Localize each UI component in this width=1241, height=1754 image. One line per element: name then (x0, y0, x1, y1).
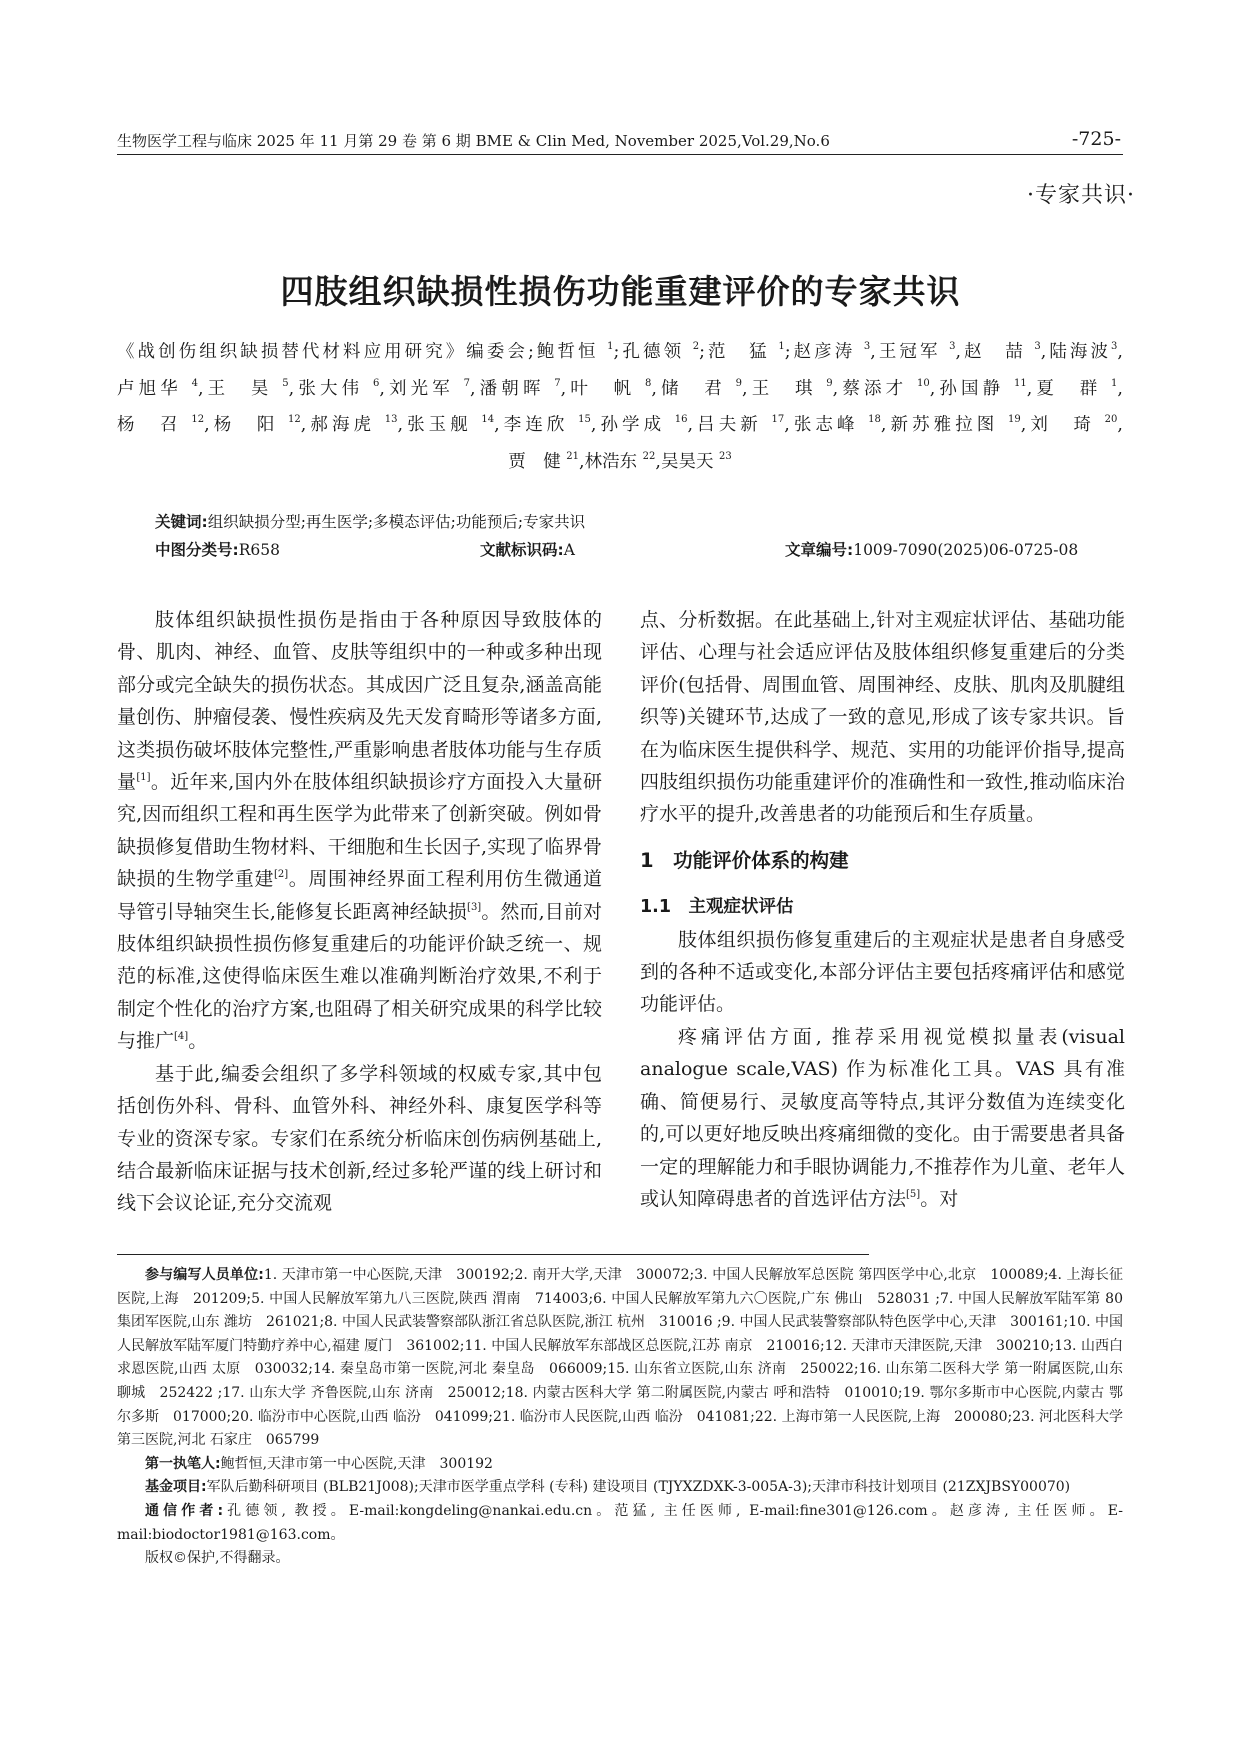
affiliations-text: 1. 天津市第一中心医院,天津 300192;2. 南开大学,天津 300072;3. 中国人民解放军总医院 第四医学中心,北京 100089;4. 上海长征医院,上海 201209;5. 中国人民解放军第九八三医院,陕西 渭南 714003;6. 中国人民解放军第九六〇医院,广东 佛山 528031 ;7. 中国人民解放军陆军第 80 集团军医院,山东 潍坊 261021;8. 中国人民武装警察部队浙江省总队医院,浙江 杭州 310016 ;9. 中国人民武装警察部队特色医学中心,天津 300161;10. 中国人民解放军陆军厦门特勤疗养中心,福建 厦门 361002;11. 中国人民解放军东部战区总医院,江苏 南京 210016;12. 天津市天津医院,天津 300210;13. 山西白求恩医院,山西 太原 030032;14. 秦皇岛市第一医院,河北 秦皇岛 066009;15. 山东省立医院,山东 济南 250022;16. 山东第二医科大学 第一附属医院,山东 聊城 252422 ;17. 山东大学 齐鲁医院,山东 济南 250012;18. 内蒙古医科大学 第二附属医院,内蒙古 呼和浩特 010010;19. 鄂尔多斯市中心医院,内蒙古 鄂尔多斯 017000;20. 临汾市中心医院,山西 临汾 041099;21. 临汾市人民医院,山西 临汾 041081;22. 上海市第一人民医院,上海 200080;23. 河北医科大学 第三医院,河北 石家庄 065799 (117, 1267, 1123, 1449)
doc-code-label: 文献标识码: (480, 541, 564, 559)
fund-note (117, 1476, 1123, 1500)
first-author-note (117, 1453, 1123, 1477)
author-line: 贾 健 $^{21}$,林浩东 $^{22}$,吴昊天 $^{23}$ (508, 450, 732, 472)
affiliation-number: 23 (719, 450, 732, 462)
author-list (117, 334, 1123, 480)
author-line: 卢旭华 $^4$,王 昊 $^5$,张大伟 $^6$,刘光军 $^7$,潘朝晖 $^7$,叶 帆 $^8$,储 君 $^9$,王 琪 $^9$,蔡添才 $^{10}$,孙国静 $^{11}$,夏 群 $^1$, (117, 377, 1123, 399)
first-author-text: 鲍哲恒,天津市第一中心医院,天津 300192 (220, 1455, 493, 1472)
first-author-label: 第一执笔人: (145, 1455, 221, 1472)
article-no-value: 1009-7090(2025)06-0725-08 (853, 541, 1079, 559)
corresponding-text: 孔德领, 教授。E-mail:kongdeling@nankai.edu.cn。范猛, 主任医师, E-mail:fine301@126.com。赵彦涛, 主任医师。E-mail:biodoctor1981@163.com。 (117, 1502, 1123, 1543)
affiliation-number: 3 (1111, 341, 1118, 352)
affiliation-number: 3 (863, 341, 871, 352)
affiliation-number: 11 (1014, 377, 1027, 389)
body-paragraph: 疼痛评估方面, 推荐采用视觉模拟量表(visual analogue scale,VAS) 作为标准化工具。VAS 具有准确、简便易行、灵敏度高等特点,其评分数值为连续变化的,可以更好地反映出疼痛细微的变化。由于需要患者具备一定的理解能力和手眼协调能力,不推荐作为儿童、老年人或认知障碍患者的首选评估方法[5]。对 (640, 1025, 1125, 1210)
header-rule (117, 154, 1123, 155)
body-column-left (117, 604, 602, 1220)
citation-marker: [1] (136, 772, 151, 784)
affiliation-number: 3 (1034, 341, 1041, 352)
citation-marker: [4] (174, 1031, 189, 1043)
affiliation-number: 1 (778, 341, 785, 352)
affiliation-number: 9 (735, 377, 742, 389)
affiliation-number: 15 (578, 414, 591, 425)
affiliation-number: 7 (554, 377, 561, 389)
affiliation-number: 20 (1104, 414, 1118, 425)
copyright-note: 版权©保护,不得翻录。 (145, 1550, 290, 1567)
doc-code-field (480, 538, 575, 560)
affiliation-number: 12 (191, 414, 205, 425)
article-no-label: 文章编号: (785, 541, 854, 559)
corresponding-note (117, 1500, 1123, 1547)
page-number: -725- (1071, 128, 1121, 150)
affiliation-number: 1 (607, 341, 614, 352)
keywords-label: 关键词: (155, 513, 208, 531)
clc-field (155, 538, 280, 560)
clc-label: 中图分类号: (155, 541, 239, 559)
fund-label: 基金项目: (145, 1479, 207, 1496)
corresponding-label: 通信作者: (145, 1502, 224, 1519)
keywords-line (155, 510, 585, 532)
journal-citation: 生物医学工程与临床 2025 年 11 月第 29 卷 第 6 期 BME & Clin Med, November 2025,Vol.29,No.6 (117, 132, 830, 150)
section-heading: 1 功能评价体系的构建 (640, 848, 849, 872)
fund-text: 军队后勤科研项目 (BLB21J008);天津市医学重点学科 (专科) 建设项目 (TJYXZDXK-3-005A-3);天津市科技计划项目 (21ZXJBSY00070) (206, 1479, 1071, 1496)
affiliation-number: 14 (481, 414, 495, 425)
keywords: 组织缺损分型;再生医学;多模态评估;功能预后;专家共识 (207, 513, 586, 531)
article-no-field (785, 538, 1078, 560)
affiliation-number: 17 (771, 414, 785, 425)
affiliation-number: 16 (674, 414, 688, 425)
classification-line (155, 538, 1095, 560)
footnote-rule (117, 1254, 869, 1255)
affiliation-number: 5 (282, 377, 289, 389)
affiliation-number: 7 (463, 377, 470, 389)
body-paragraph: 肢体组织损伤修复重建后的主观症状是患者自身感受到的各种不适或变化,本部分评估主要包括疼痛评估和感觉功能评估。 (640, 928, 1125, 1016)
citation-marker: [3] (467, 901, 482, 913)
subsection-heading: 1.1 主观症状评估 (640, 897, 794, 918)
body-column-right (640, 604, 1125, 1215)
affiliation-number: 12 (288, 414, 301, 425)
author-line: 《战创伤组织缺损替代材料应用研究》编委会;鲍哲恒 $^1$;孔德领 $^2$;范 猛 $^1$;赵彦涛 $^3$,王冠军 $^3$,赵 喆 $^3$,陆海波$^3$, (117, 341, 1123, 362)
affiliation-number: 10 (916, 377, 930, 389)
running-header (117, 128, 1123, 152)
affiliation-number: 8 (644, 377, 652, 389)
clc-value: R658 (238, 541, 280, 559)
affiliation-number: 2 (692, 341, 700, 352)
affiliation-number: 22 (642, 450, 656, 462)
affiliation-number: 18 (868, 414, 881, 425)
affiliation-number: 19 (1007, 414, 1021, 425)
footnotes (117, 1264, 1123, 1571)
author-line: 杨 召 $^{12}$,杨 阳 $^{12}$,郝海虎 $^{13}$,张玉舰 $^{14}$,李连欣 $^{15}$,孙学成 $^{16}$,吕夫新 $^{17}$,张志峰 $^{18}$,新苏雅拉图 $^{19}$,刘 琦 $^{20}$, (117, 414, 1123, 435)
affiliation-number: 1 (1111, 377, 1118, 389)
citation-marker: [2] (273, 869, 289, 881)
affiliations-note (117, 1264, 1123, 1453)
doc-code-value: A (563, 541, 575, 559)
affiliation-number: 3 (949, 341, 956, 352)
affiliation-number: 9 (826, 377, 833, 389)
affiliations-label: 参与编写人员单位: (145, 1267, 264, 1283)
affiliation-number: 13 (384, 414, 398, 425)
body-paragraph: 基于此,编委会组织了多学科领域的权威专家,其中包括创伤外科、骨科、血管外科、神经外科、康复医学科等专业的资深专家。专家们在系统分析临床创伤病例基础上,结合最新临床证据与技术创新,经过多轮严谨的线上研讨和线下会议论证,充分交流观 (117, 1062, 602, 1215)
affiliation-number: 4 (191, 377, 198, 389)
citation-marker: [5] (906, 1188, 921, 1200)
body-paragraph: 点、分析数据。在此基础上,针对主观症状评估、基础功能评估、心理与社会适应评估及肢体组织修复重建后的分类评价(包括骨、周围血管、周围神经、皮肤、肌肉及肌腱组织等)关键环节,达成了一致的意见,形成了该专家共识。旨在为临床医生提供科学、规范、实用的功能评价指导,提高四肢组织损伤功能重建评价的准确性和一致性,推动临床治疗水平的提升,改善患者的功能预后和生存质量。 (640, 609, 1125, 826)
affiliation-number: 6 (372, 377, 380, 389)
affiliation-number: 21 (566, 450, 580, 462)
body-paragraph: 肢体组织缺损性损伤是指由于各种原因导致肢体的骨、肌肉、神经、血管、皮肤等组织中的一种或多种出现部分或完全缺失的损伤状态。其成因广泛且复杂,涵盖高能量创伤、肿瘤侵袭、慢性疾病及先天发育畸形等诸多方面,这类损伤破坏肢体完整性,严重影响患者肢体功能与生存质量[1]。近年来,国内外在肢体组织缺损诊疗方面投入大量研究,因而组织工程和再生医学为此带来了创新突破。例如骨缺损修复借助生物材料、干细胞和生长因子,实现了临界骨缺损的生物学重建[2]。周围神经界面工程利用仿生微通道导管引导轴突生长,能修复长距离神经缺损[3]。然而,目前对肢体组织缺损性损伤修复重建后的功能评价缺乏统一、规范的标准,这使得临床医生难以准确判断治疗效果,不利于制定个性化的治疗方案,也阻碍了相关研究成果的科学比较与推广[4]。 (117, 609, 602, 1053)
article-title: 四肢组织缺损性损伤功能重建评价的专家共识 (280, 272, 961, 311)
column-tag: ·专家共识· (1027, 183, 1135, 208)
